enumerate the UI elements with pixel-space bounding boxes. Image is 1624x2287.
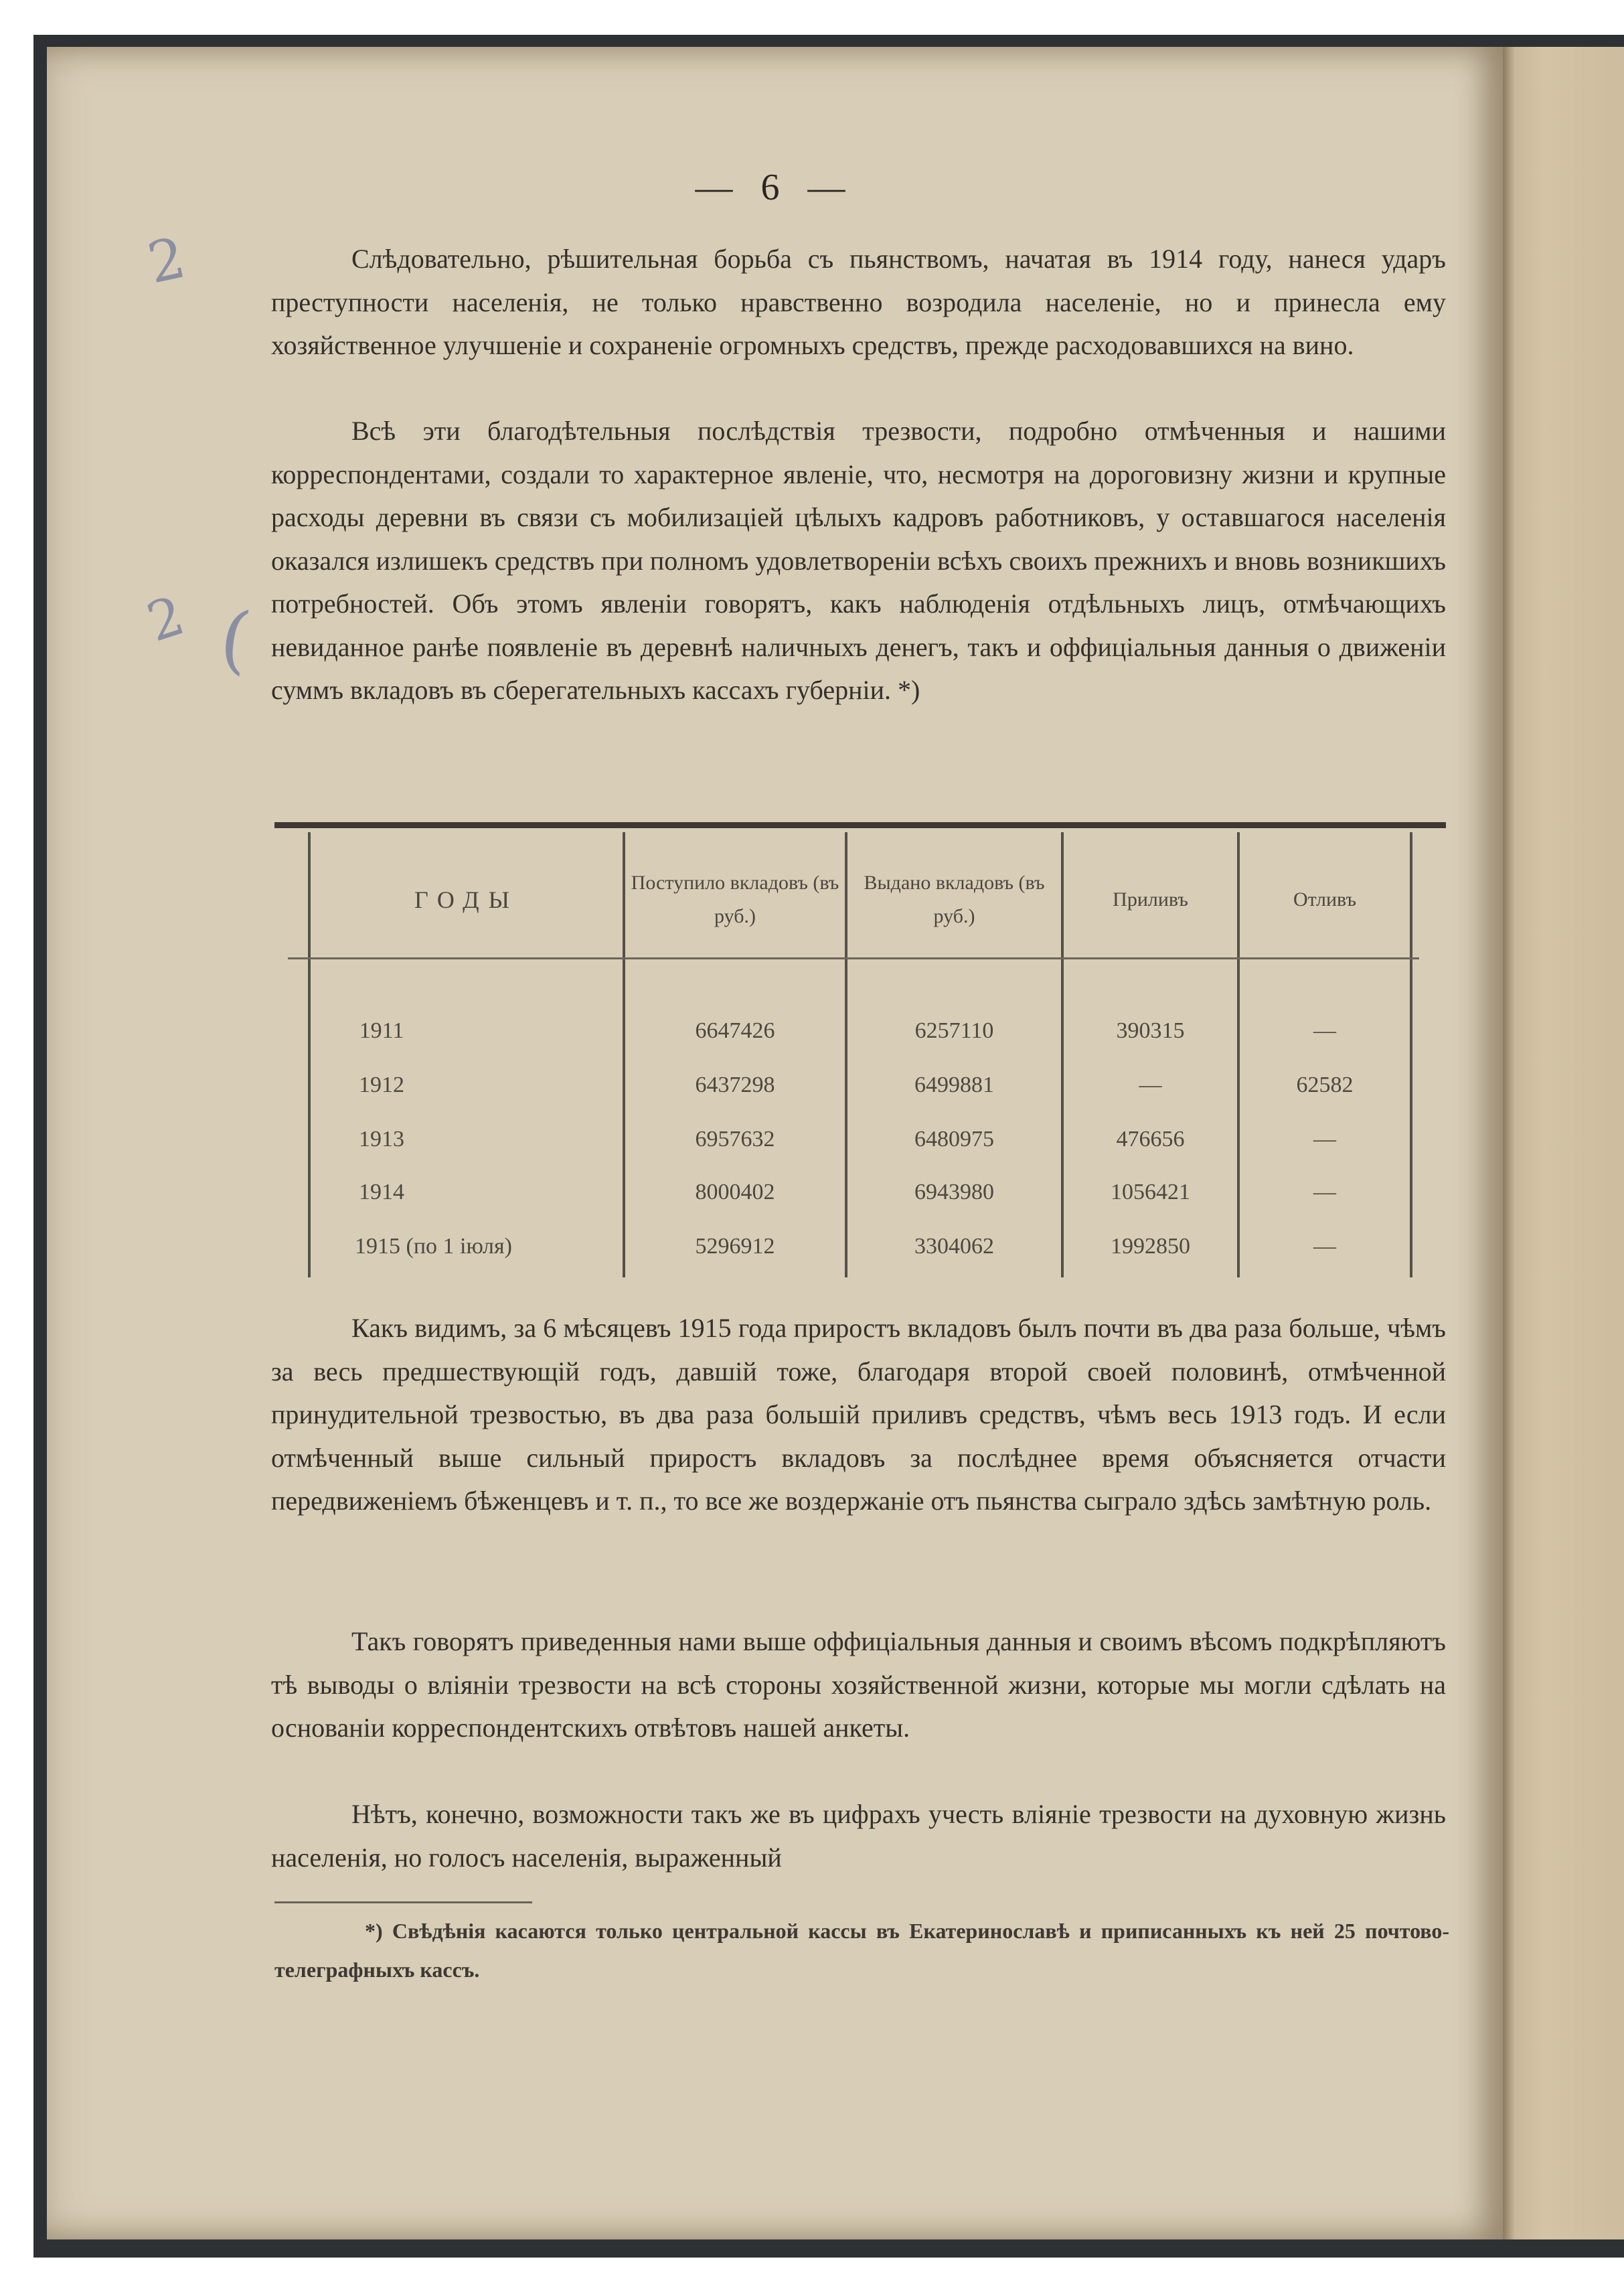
table-cell-outflow: — xyxy=(1313,1127,1336,1152)
paragraph-3 xyxy=(271,1307,1446,1523)
paragraph-1 xyxy=(271,238,1446,368)
footnote xyxy=(274,1911,1449,1989)
table-header-outflow: Отливъ xyxy=(1293,888,1356,911)
table-cell-inflow: 476656 xyxy=(1116,1127,1185,1152)
table-cell-outflow: — xyxy=(1313,1018,1336,1043)
table-cell-inflow: 390315 xyxy=(1116,1018,1185,1043)
table-header-rule xyxy=(288,957,1419,959)
table-header-received: Поступило вкладовъ (въ руб.) xyxy=(631,872,839,927)
table-cell-issued: 6943980 xyxy=(914,1180,994,1204)
paragraph-4 xyxy=(271,1620,1446,1750)
pencil-bracket-mark: ( xyxy=(215,594,256,684)
table-header-issued: Выдано вкладовъ (въ руб.) xyxy=(864,872,1045,927)
table-cell-received: 5296912 xyxy=(695,1234,775,1259)
table-cell-outflow: — xyxy=(1313,1180,1336,1204)
footnote-rule xyxy=(274,1901,532,1903)
paragraph-2-text: Всѣ эти благодѣтельныя послѣдствія трезвости, подробно отмѣченныя и нашими корреспондентами, создали то характерное явленіе, что, несмотря на дороговизну жизни и крупные расходы деревни въ связи съ мобилизаціей цѣлыхъ кадровъ работниковъ, у оставшагося населенія оказался излишекъ средствъ при полномъ удовлетвореніи всѣхъ своихъ прежнихъ и вновь возникшихъ потребностей. Объ этомъ явленіи говорятъ, какъ наблюденія отдѣльныхъ лицъ, отмѣчающихъ невиданное ранѣе появленіе въ деревнѣ наличныхъ денегъ, такъ и оффиціальныя данныя о движеніи суммъ вкладовъ въ сберегательныхъ кассахъ губерніи. *) xyxy=(271,416,1446,705)
table-cell-received: 8000402 xyxy=(695,1180,775,1204)
table-cell-inflow: 1992850 xyxy=(1111,1234,1190,1259)
paragraph-5 xyxy=(271,1793,1446,1879)
table-cell-year: 1913 xyxy=(359,1127,404,1152)
table-cell-issued: 3304062 xyxy=(914,1234,994,1259)
table-right-border xyxy=(1410,832,1412,1277)
table-cell-received: 6437298 xyxy=(695,1073,775,1097)
table-cell-inflow: 1056421 xyxy=(1111,1180,1190,1204)
paragraph-3-text: Какъ видимъ, за 6 мѣсяцевъ 1915 года приростъ вкладовъ былъ почти въ два раза больше, чѣмъ за весь предшествующій годъ, давшій тоже, благодаря второй своей половинѣ, отмѣченной принудительной трезвостью, въ два раза большій приливъ средствъ, чѣмъ весь 1913 годъ. И если отмѣченный выше сильный приростъ вкладовъ за послѣднее время объясняется отчасти передвиженіемъ бѣженцевъ и т. п., то все же воздержаніе отъ пьянства сыграло здѣсь замѣтную роль. xyxy=(271,1313,1446,1516)
table-cell-received: 6647426 xyxy=(695,1018,775,1043)
table-cell-outflow: — xyxy=(1313,1234,1336,1259)
footnote-text: *) Свѣдѣнія касаются только центральной кассы въ Екатеринославѣ и приписанныхъ къ ней 25 почтово-телеграфныхъ кассъ. xyxy=(274,1919,1449,1982)
table-cell-received: 6957632 xyxy=(695,1127,775,1152)
table-cell-inflow: — xyxy=(1139,1073,1162,1097)
table-cell-year: 1911 xyxy=(359,1018,404,1043)
table-cell-year: 1912 xyxy=(359,1073,404,1097)
table-cell-year: 1915 (по 1 іюля) xyxy=(355,1234,512,1259)
table-header-inflow: Приливъ xyxy=(1113,888,1188,911)
table-cell-issued: 6480975 xyxy=(914,1127,994,1152)
table-cell-year: 1914 xyxy=(359,1180,404,1204)
paragraph-1-text: Слѣдовательно, рѣшительная борьба съ пьянствомъ, начатая въ 1914 году, нанеся ударъ преступности населенія, не только нравственно возродила населеніе, но и принесла ему хозяйственное улучшеніе и сохраненіе огромныхъ средствъ, прежде расходовавшихся на вино. xyxy=(271,244,1446,360)
deposits-table xyxy=(274,822,1446,1291)
pencil-margin-mark-top: 2 xyxy=(142,224,191,297)
table-cell-issued: 6257110 xyxy=(914,1018,994,1043)
paragraph-2 xyxy=(271,410,1446,712)
facing-page-edge xyxy=(1503,47,1624,2239)
paragraph-4-text: Такъ говорятъ приведенныя нами выше оффиціальныя данныя и своимъ вѣсомъ подкрѣпляютъ тѣ выводы о вліяніи трезвости на всѣ стороны хозяйственной жизни, которые мы могли сдѣлать на основаніи корреспондентскихъ отвѣтовъ нашей анкеты. xyxy=(271,1626,1446,1743)
table-cell-issued: 6499881 xyxy=(914,1073,994,1097)
page-number: — 6 — xyxy=(695,167,855,208)
table-top-rule xyxy=(274,822,1446,828)
paragraph-5-text: Нѣтъ, конечно, возможности такъ же въ цифрахъ учесть вліяніе трезвости на духовную жизнь населенія, но голосъ населенія, выраженный xyxy=(271,1799,1446,1873)
pencil-margin-mark-middle: 2 xyxy=(139,584,192,654)
table-cell-outflow: 62582 xyxy=(1296,1073,1354,1097)
table-header-years: ГОДЫ xyxy=(414,886,519,913)
